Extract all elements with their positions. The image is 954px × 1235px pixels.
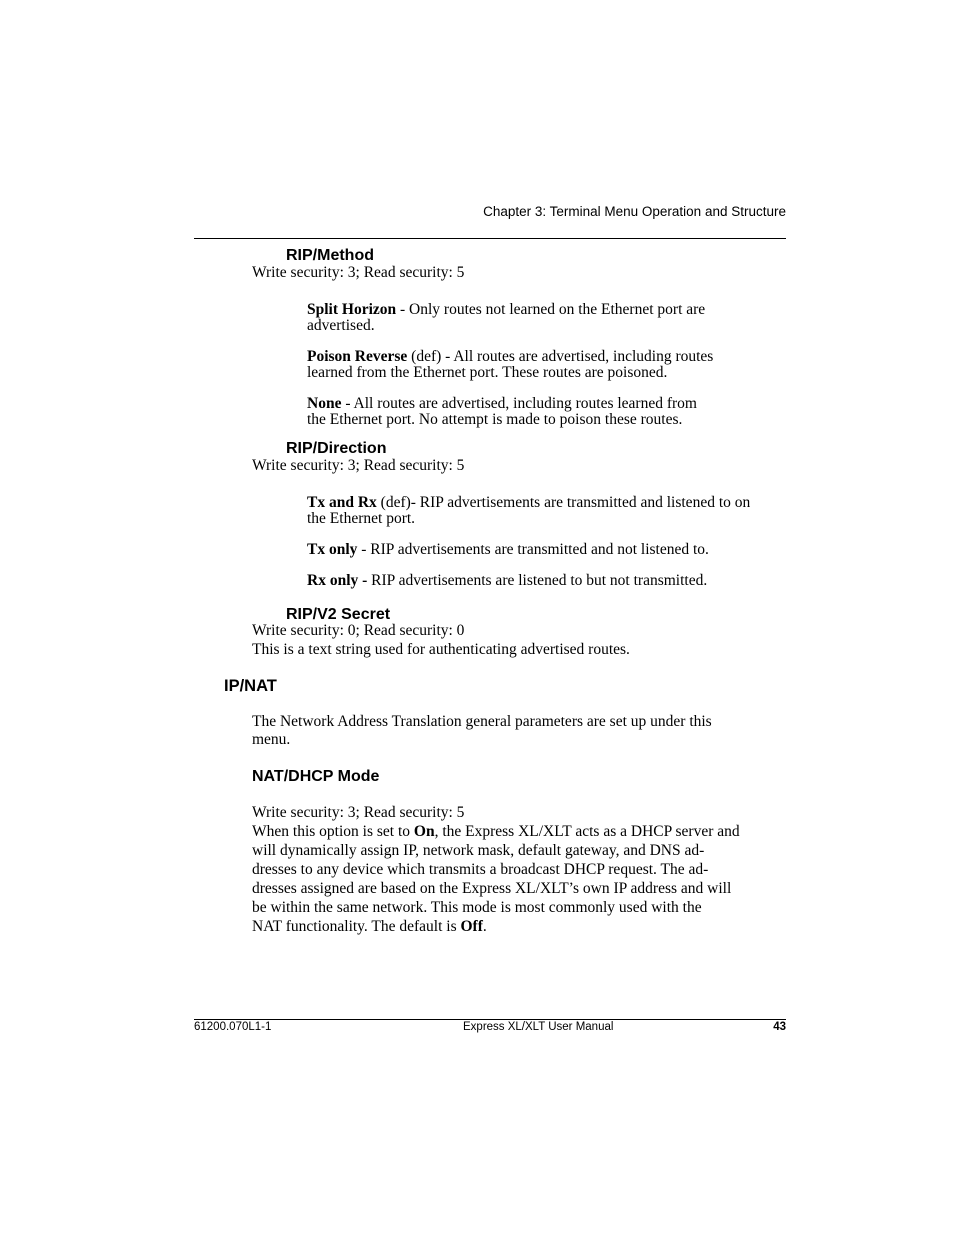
footer-doc-number: 61200.070L1-1 [194,1021,272,1033]
option-desc: (def)- RIP advertisements are transmitted and listened to on [376,494,751,511]
option-term: Poison Reverse [307,348,408,365]
option-desc-cont: learned from the Ethernet port. These routes are poisoned. [307,364,668,381]
footer-page-number: 43 [773,1021,786,1033]
running-header: Chapter 3: Terminal Menu Operation and Structure [483,204,786,219]
none-option [307,395,697,429]
body-line: dresses assigned are based on the Express XL/XLT’s own IP address and will [252,880,732,897]
option-desc: - All routes are advertised, including routes learned from [341,395,697,412]
rx-only-option [307,572,707,590]
footer-rule [194,1019,786,1020]
body-line: dresses to any device which transmits a broadcast DHCP request. The ad- [252,861,709,878]
option-term: Tx only [307,541,358,558]
option-desc-cont: the Ethernet port. [307,510,416,527]
option-desc: - Only routes not learned on the Ethernet port are [396,301,706,318]
intro-line: menu. [252,731,291,748]
rip-direction-heading: RIP/Direction [286,440,387,457]
option-desc: (def) - All routes are advertised, including routes [407,348,714,365]
body-line: be within the same network. This mode is most commonly used with the [252,899,702,916]
split-horizon-option [307,301,705,335]
body-line: will dynamically assign IP, network mask, default gateway, and DNS ad- [252,842,705,859]
option-term: Rx only - [307,572,368,589]
on-value: On [413,823,435,840]
rip-method-security: Write security: 3; Read security: 5 [252,264,465,281]
ip-nat-intro [252,713,712,749]
rip-direction-security: Write security: 3; Read security: 5 [252,457,465,474]
option-term: Tx and Rx [307,494,377,511]
option-term: Split Horizon [307,301,397,318]
rip-v2-secret-security: Write security: 0; Read security: 0 [252,622,465,639]
poison-reverse-option [307,348,713,382]
option-term: None [307,395,342,412]
off-value: Off [460,918,483,935]
option-desc: RIP advertisements are listened to but not transmitted. [367,572,708,589]
nat-dhcp-mode-body [252,803,792,936]
footer-manual-title: Express XL/XLT User Manual [463,1021,614,1033]
body-line: When this option is set to On, the Express XL/XLT acts as a DHCP server and [252,823,740,840]
tx-and-rx-option [307,494,750,528]
ip-nat-heading: IP/NAT [224,677,277,695]
nat-dhcp-mode-heading: NAT/DHCP Mode [252,768,380,785]
intro-line: The Network Address Translation general parameters are set up under this [252,713,712,730]
option-desc-cont: advertised. [307,317,375,334]
rip-v2-secret-description: This is a text string used for authenticating advertised routes. [252,641,630,658]
body-line: NAT functionality. The default is Off. [252,918,487,935]
rip-method-heading: RIP/Method [286,247,374,264]
header-rule [194,238,786,239]
nat-dhcp-security: Write security: 3; Read security: 5 [252,804,465,821]
option-desc: - RIP advertisements are transmitted and not listened to. [357,541,709,558]
option-desc-cont: the Ethernet port. No attempt is made to poison these routes. [307,411,683,428]
tx-only-option [307,541,709,559]
rip-v2-secret-heading: RIP/V2 Secret [286,606,391,623]
